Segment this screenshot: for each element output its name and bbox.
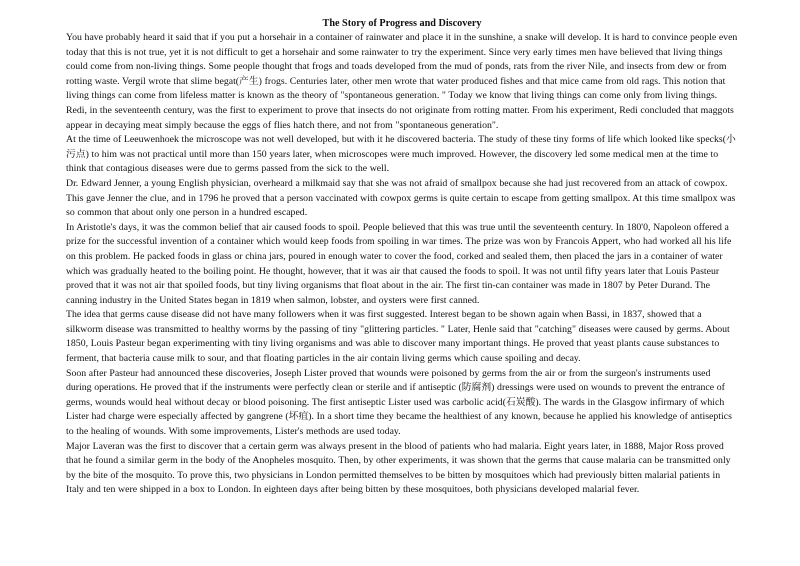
document-page: [66, 17, 738, 498]
paragraph-germ-theory: The idea that germs cause disease did not have many followers when it was first suggested. Interest began to be shown again when Bassi, in 1837, showed that a silkworm disease was transmitted to healthy worms by the passing of tiny "glittering particles. " Later, Henle said that "catching" diseases were caused by germs. About 1850, Louis Pasteur began experimenting with tiny living organisms and was able to discover many important things. He proved that yeast plants cause substances to ferment, that bacteria cause milk to sour, and that floating particles in the air contain living germs which cause spoiling and decay.: [66, 309, 730, 365]
paragraph-malaria: Major Laveran was the first to discover that a certain germ was always present in the blood of patients who had malaria. Eight years later, in 1888, Major Ross proved that he found a similar germ in the body of the Anopheles mosquito. Then, by other experiments, it was shown that the germs that cause malaria can be transmitted only by the bite of the mosquito. To prove this, two physicians in London permitted themselves to be bitten by mosquitoes which had previously bitten malarial patients in Italy and ten were shipped in a box to London. In eighteen days after being bitten by these mosquitoes, both physicians developed malarial fever.: [66, 440, 731, 496]
paragraph-lister: Soon after Pasteur had announced these discoveries, Joseph Lister proved that wounds were poisoned by germs from the air or from the surgeon's instruments used during operations. He proved that if the instruments were perfectly clean or sterile and if antiseptic (防腐剂) dressings were used on wounds to prevent the entrance of germs, wounds would heal without decay or blood poisoning. The first antiseptic Lister used was carbolic acid(石炭酸). The wards in the Glasgow infirmary of which Lister had charge were especially affected by gangrene (坏疽). In a short time they became the healthiest of any known, because he applied his knowledge of antiseptics to the healing of wounds. With some improvements, Lister's methods are used today.: [66, 367, 732, 438]
paragraph-leeuwenhoek: At the time of Leeuwenhoek the microscope was not well developed, but with it he discovered bacteria. The study of these tiny forms of life which looked like specks(小污点) to him was not practical until more than 150 years later, when microscopes were much improved. However, the discovery led some medical men at the time to think that contagious diseases were due to germs passed from the sick to the well.: [66, 134, 736, 175]
paragraph-spontaneous-generation: You have probably heard it said that if you put a horsehair in a container of rainwater and place it in the sunshine, a snake will develop. It is hard to convince people even today that this is not true, yet it is not difficult to get a horsehair and some rainwater to try the experiment. Since very early times men have believed that living things could come from non-living things. Some people thought that frogs and toads developed from the mud of ponds, rats from the river Nile, and insects from dew or from rotting waste. Vergil wrote that slime begat(产生) frogs. Centuries later, other men wrote that water produced fishes and that mice came from old rags. This notion that living things can come from lifeless matter is known as the theory of "spontaneous generation. " Today we know that living things can come only from living things. Redi, in the seventeenth century, was the first to experiment to prove that insects do not originate from rotting matter. From his experiment, Redi concluded that maggots appear in decaying meat simply because the eggs of flies hatch there, and not from "spontaneous generation".: [66, 32, 738, 131]
paragraph-jenner: Dr. Edward Jenner, a young English physician, overheard a milkmaid say that she was not afraid of smallpox because she had just recovered from an attack of cowpox. This gave Jenner the clue, and in 1796 he proved that a person vaccinated with cowpox germs is quite certain to escape from getting smallpox. At this time smallpox was so common that about only one person in a hundred escaped.: [66, 177, 736, 219]
document-title: The Story of Progress and Discovery: [322, 18, 482, 29]
paragraph-food-preservation: In Aristotle's days, it was the common belief that air caused foods to spoil. People believed that this was true until the seventeenth century. In 180'0, Napoleon offered a prize for the successful invention of a container which would keep foods from spoiling in war times. The prize was won by Francois Appert, who had worked all his life on this problem. He packed foods in glass or china jars, poured in enough water to cover the food, corked and sealed them, then placed the jars in a container of water which was gradually heated to the boiling point. He thought, however, that it was air that caused the foods to spoil. It was not until fifty years later that Louis Pasteur proved that it was not air that spoiled foods, but tiny living organisms that float about in the air. The first tin-can container was made in 1807 by Peter Durand. The canning industry in the United States began in 1819 when salmon, lobster, and oysters were first canned.: [66, 221, 732, 306]
